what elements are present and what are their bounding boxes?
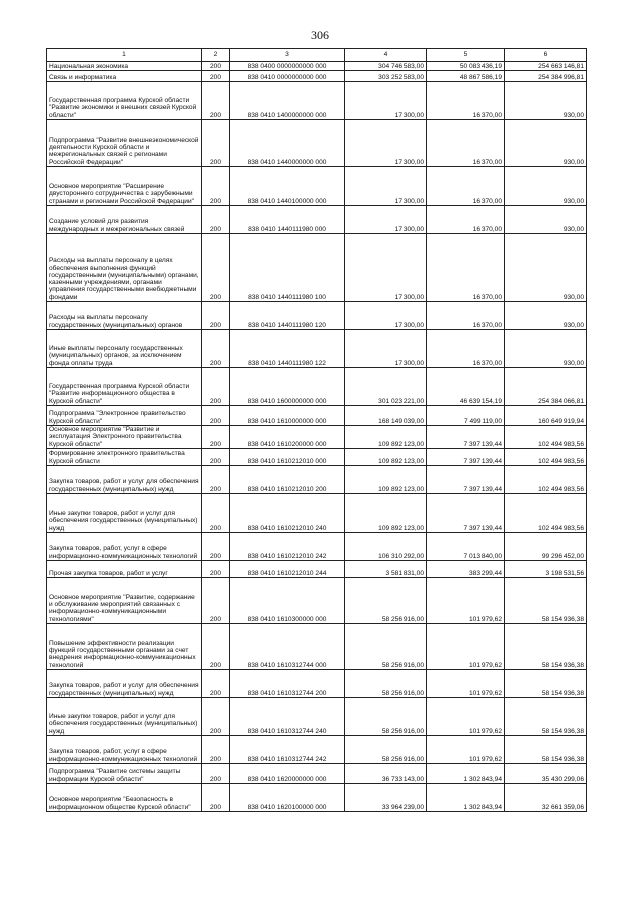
row-code-cell: 838 0410 0000000000 000: [230, 71, 345, 82]
row-value-cell: 7 397 139,44: [427, 493, 505, 532]
row-name-cell: Государственная программа Курской области "Развитие экономики и внешних связей Курской области": [47, 82, 202, 120]
table-row: [47, 465, 587, 493]
row-code-cell: 838 0410 1440100000 000: [230, 167, 345, 206]
row-value-cell: 7 397 139,44: [427, 426, 505, 449]
row-name-cell: Прочая закупка товаров, работ и услуг: [47, 560, 202, 577]
row-name-cell: Основное мероприятие "Развитие, содержание и обслуживание мероприятий связанных с информационно-коммуникационными технологиями": [47, 577, 202, 623]
row-name-cell: Основное мероприятие "Безопасность в информационном обществе Курской области": [47, 783, 202, 811]
row-value-cell: 101 979,62: [427, 623, 505, 669]
row-code-cell: 838 0410 1440111980 122: [230, 330, 345, 368]
table-row: [47, 167, 587, 206]
row-name-cell: Создание условий для развития международных и межрегиональных связей: [47, 206, 202, 234]
table-row: [47, 532, 587, 560]
row-value-cell: 303 252 583,00: [345, 71, 427, 82]
row-gr-cell: 200: [202, 735, 230, 763]
row-value-cell: 101 979,62: [427, 669, 505, 697]
row-code-cell: 838 0410 1610312744 242: [230, 735, 345, 763]
row-code-cell: 838 0410 1440111980 120: [230, 302, 345, 330]
row-gr-cell: 200: [202, 206, 230, 234]
header-cell: 4: [345, 49, 427, 62]
row-gr-cell: 200: [202, 82, 230, 120]
row-value-cell: 930,00: [505, 330, 587, 368]
row-code-cell: 838 0410 1440111980 000: [230, 206, 345, 234]
row-gr-cell: 200: [202, 465, 230, 493]
row-code-cell: 838 0410 1610212010 200: [230, 465, 345, 493]
row-value-cell: 101 979,62: [427, 697, 505, 735]
row-value-cell: 930,00: [505, 302, 587, 330]
row-value-cell: 102 494 983,56: [505, 465, 587, 493]
row-name-cell: Подпрограмма "Электронное правительство Курской области": [47, 406, 202, 426]
row-gr-cell: 200: [202, 697, 230, 735]
row-gr-cell: 200: [202, 448, 230, 465]
row-code-cell: 838 0410 1440111980 100: [230, 234, 345, 302]
row-value-cell: 32 661 359,06: [505, 783, 587, 811]
row-code-cell: 838 0410 1610212010 242: [230, 532, 345, 560]
row-value-cell: 58 154 936,38: [505, 669, 587, 697]
row-value-cell: 109 892 123,00: [345, 465, 427, 493]
row-name-cell: Закупка товаров, работ и услуг для обеспечения государственных (муниципальных) нужд: [47, 465, 202, 493]
row-gr-cell: 200: [202, 234, 230, 302]
row-code-cell: 838 0400 0000000000 000: [230, 62, 345, 71]
row-code-cell: 838 0410 1610312744 200: [230, 669, 345, 697]
page-number: 306: [311, 28, 329, 42]
row-name-cell: Основное мероприятие "Развитие и эксплуатация Электронного правительства Курской области": [47, 426, 202, 449]
row-value-cell: 58 154 936,38: [505, 735, 587, 763]
row-name-cell: Подпрограмма "Развитие системы защиты информации Курской области": [47, 763, 202, 783]
row-value-cell: 17 300,00: [345, 234, 427, 302]
row-value-cell: 99 296 452,00: [505, 532, 587, 560]
row-value-cell: 58 256 916,00: [345, 697, 427, 735]
row-value-cell: 48 867 586,19: [427, 71, 505, 82]
row-value-cell: 102 494 983,56: [505, 426, 587, 449]
row-value-cell: 58 154 936,38: [505, 697, 587, 735]
table-row: [47, 206, 587, 234]
row-value-cell: 58 256 916,00: [345, 669, 427, 697]
row-code-cell: 838 0410 1610000000 000: [230, 406, 345, 426]
row-value-cell: 109 892 123,00: [345, 493, 427, 532]
row-name-cell: Связь и информатика: [47, 71, 202, 82]
row-value-cell: 930,00: [505, 120, 587, 167]
row-gr-cell: 200: [202, 577, 230, 623]
row-name-cell: Национальная экономика: [47, 62, 202, 71]
row-value-cell: 109 892 123,00: [345, 448, 427, 465]
row-gr-cell: 200: [202, 167, 230, 206]
row-name-cell: Расходы на выплаты персоналу государственных (муниципальных) органов: [47, 302, 202, 330]
row-value-cell: 3 198 531,56: [505, 560, 587, 577]
row-value-cell: 16 370,00: [427, 234, 505, 302]
row-name-cell: Иные закупки товаров, работ и услуг для обеспечения государственных (муниципальных) нужд: [47, 493, 202, 532]
row-value-cell: 160 649 919,94: [505, 406, 587, 426]
row-value-cell: 102 494 983,56: [505, 493, 587, 532]
row-value-cell: 254 663 146,81: [505, 62, 587, 71]
table-row: [47, 493, 587, 532]
table-row: [47, 62, 587, 71]
row-value-cell: 930,00: [505, 206, 587, 234]
row-value-cell: 930,00: [505, 234, 587, 302]
row-name-cell: Иные закупки товаров, работ и услуг для обеспечения государственных (муниципальных) нужд: [47, 697, 202, 735]
row-value-cell: 58 154 936,38: [505, 623, 587, 669]
row-value-cell: 46 639 154,19: [427, 368, 505, 406]
row-name-cell: Закупка товаров, работ, услуг в сфере информационно-коммуникационных технологий: [47, 532, 202, 560]
row-code-cell: 838 0410 1610212010 244: [230, 560, 345, 577]
row-code-cell: 838 0410 1600000000 000: [230, 368, 345, 406]
row-gr-cell: 200: [202, 783, 230, 811]
table-row: [47, 330, 587, 368]
row-gr-cell: 200: [202, 62, 230, 71]
row-code-cell: 838 0410 1440000000 000: [230, 120, 345, 167]
header-cell: 6: [505, 49, 587, 62]
row-value-cell: 50 083 436,19: [427, 62, 505, 71]
row-gr-cell: 200: [202, 368, 230, 406]
row-gr-cell: 200: [202, 71, 230, 82]
row-value-cell: 16 370,00: [427, 167, 505, 206]
row-name-cell: Расходы на выплаты персоналу в целях обеспечения выполнения функций государственными (муниципальными) органами, казенными учреждениями, органами управления государственными внебюджетными фондами: [47, 234, 202, 302]
row-name-cell: Иные выплаты персоналу государственных (муниципальных) органов, за исключением фонда оплаты труда: [47, 330, 202, 368]
row-code-cell: 838 0410 1610212010 240: [230, 493, 345, 532]
row-value-cell: 33 964 239,00: [345, 783, 427, 811]
row-code-cell: 838 0410 1610312744 240: [230, 697, 345, 735]
table-row: [47, 560, 587, 577]
row-value-cell: 7 397 139,44: [427, 448, 505, 465]
row-code-cell: 838 0410 1620000000 000: [230, 763, 345, 783]
row-gr-cell: 200: [202, 560, 230, 577]
table-row: [47, 120, 587, 167]
row-gr-cell: 200: [202, 406, 230, 426]
row-value-cell: 1 302 843,94: [427, 783, 505, 811]
row-value-cell: 7 397 139,44: [427, 465, 505, 493]
row-value-cell: 35 430 299,06: [505, 763, 587, 783]
row-name-cell: Закупка товаров, работ и услуг для обеспечения государственных (муниципальных) нужд: [47, 669, 202, 697]
header-row: [47, 49, 587, 62]
row-code-cell: 838 0410 1610300000 000: [230, 577, 345, 623]
table-row: [47, 577, 587, 623]
row-value-cell: 16 370,00: [427, 120, 505, 167]
row-value-cell: 254 384 066,81: [505, 368, 587, 406]
row-gr-cell: 200: [202, 426, 230, 449]
row-value-cell: 16 370,00: [427, 330, 505, 368]
table-row: [47, 448, 587, 465]
row-gr-cell: 200: [202, 623, 230, 669]
row-name-cell: Государственная программа Курской области "Развитие информационного общества в Курской области": [47, 368, 202, 406]
row-value-cell: 17 300,00: [345, 206, 427, 234]
header-cell: 3: [230, 49, 345, 62]
row-value-cell: 16 370,00: [427, 302, 505, 330]
table-row: [47, 82, 587, 120]
row-value-cell: 17 300,00: [345, 330, 427, 368]
row-code-cell: 838 0410 1610312744 000: [230, 623, 345, 669]
budget-table: [46, 48, 587, 812]
table-row: [47, 368, 587, 406]
row-code-cell: 838 0410 1610212010 000: [230, 448, 345, 465]
table-row: [47, 426, 587, 449]
row-gr-cell: 200: [202, 120, 230, 167]
row-value-cell: 16 370,00: [427, 206, 505, 234]
table-row: [47, 623, 587, 669]
row-value-cell: 930,00: [505, 167, 587, 206]
row-gr-cell: 200: [202, 763, 230, 783]
row-value-cell: 17 300,00: [345, 302, 427, 330]
row-code-cell: 838 0410 1400000000 000: [230, 82, 345, 120]
row-value-cell: 36 733 143,00: [345, 763, 427, 783]
row-value-cell: 17 300,00: [345, 120, 427, 167]
row-value-cell: 58 154 936,38: [505, 577, 587, 623]
table-row: [47, 783, 587, 811]
row-value-cell: 109 892 123,00: [345, 426, 427, 449]
row-value-cell: 17 300,00: [345, 167, 427, 206]
row-value-cell: 301 023 221,00: [345, 368, 427, 406]
table-row: [47, 763, 587, 783]
row-value-cell: 254 384 996,81: [505, 71, 587, 82]
row-value-cell: 58 256 916,00: [345, 735, 427, 763]
row-gr-cell: 200: [202, 669, 230, 697]
row-name-cell: Повышение эффективности реализации функций государственными органами за счет внедрения информационно-коммуникационных технологий: [47, 623, 202, 669]
row-value-cell: 58 256 916,00: [345, 577, 427, 623]
row-value-cell: 1 302 843,94: [427, 763, 505, 783]
row-name-cell: Формирование электронного правительства Курской области: [47, 448, 202, 465]
row-value-cell: 17 300,00: [345, 82, 427, 120]
header-cell: 5: [427, 49, 505, 62]
row-gr-cell: 200: [202, 532, 230, 560]
row-gr-cell: 200: [202, 493, 230, 532]
header-cell: 2: [202, 49, 230, 62]
row-gr-cell: 200: [202, 302, 230, 330]
table-row: [47, 234, 587, 302]
row-value-cell: 7 499 119,00: [427, 406, 505, 426]
table-row: [47, 302, 587, 330]
row-value-cell: 101 979,62: [427, 577, 505, 623]
row-name-cell: Закупка товаров, работ, услуг в сфере информационно-коммуникационных технологий: [47, 735, 202, 763]
row-value-cell: 930,00: [505, 82, 587, 120]
row-code-cell: 838 0410 1620100000 000: [230, 783, 345, 811]
row-value-cell: 16 370,00: [427, 82, 505, 120]
row-value-cell: 3 581 831,00: [345, 560, 427, 577]
row-value-cell: 383 299,44: [427, 560, 505, 577]
row-value-cell: 102 494 983,56: [505, 448, 587, 465]
row-value-cell: 168 149 039,00: [345, 406, 427, 426]
table-row: [47, 406, 587, 426]
row-gr-cell: 200: [202, 330, 230, 368]
row-value-cell: 101 979,62: [427, 735, 505, 763]
row-code-cell: 838 0410 1610200000 000: [230, 426, 345, 449]
table-row: [47, 697, 587, 735]
header-cell: 1: [47, 49, 202, 62]
row-name-cell: Основное мероприятие "Расширение двустороннего сотрудничества с зарубежными странами и регионами Российской Федерации": [47, 167, 202, 206]
table-row: [47, 735, 587, 763]
table-row: [47, 669, 587, 697]
table-row: [47, 71, 587, 82]
row-value-cell: 106 310 292,00: [345, 532, 427, 560]
row-value-cell: 7 013 840,00: [427, 532, 505, 560]
row-name-cell: Подпрограмма "Развитие внешнеэкономической деятельности Курской области и межрегиональных связей с регионами Российской Федерации": [47, 120, 202, 167]
row-value-cell: 304 746 583,00: [345, 62, 427, 71]
row-value-cell: 58 256 916,00: [345, 623, 427, 669]
